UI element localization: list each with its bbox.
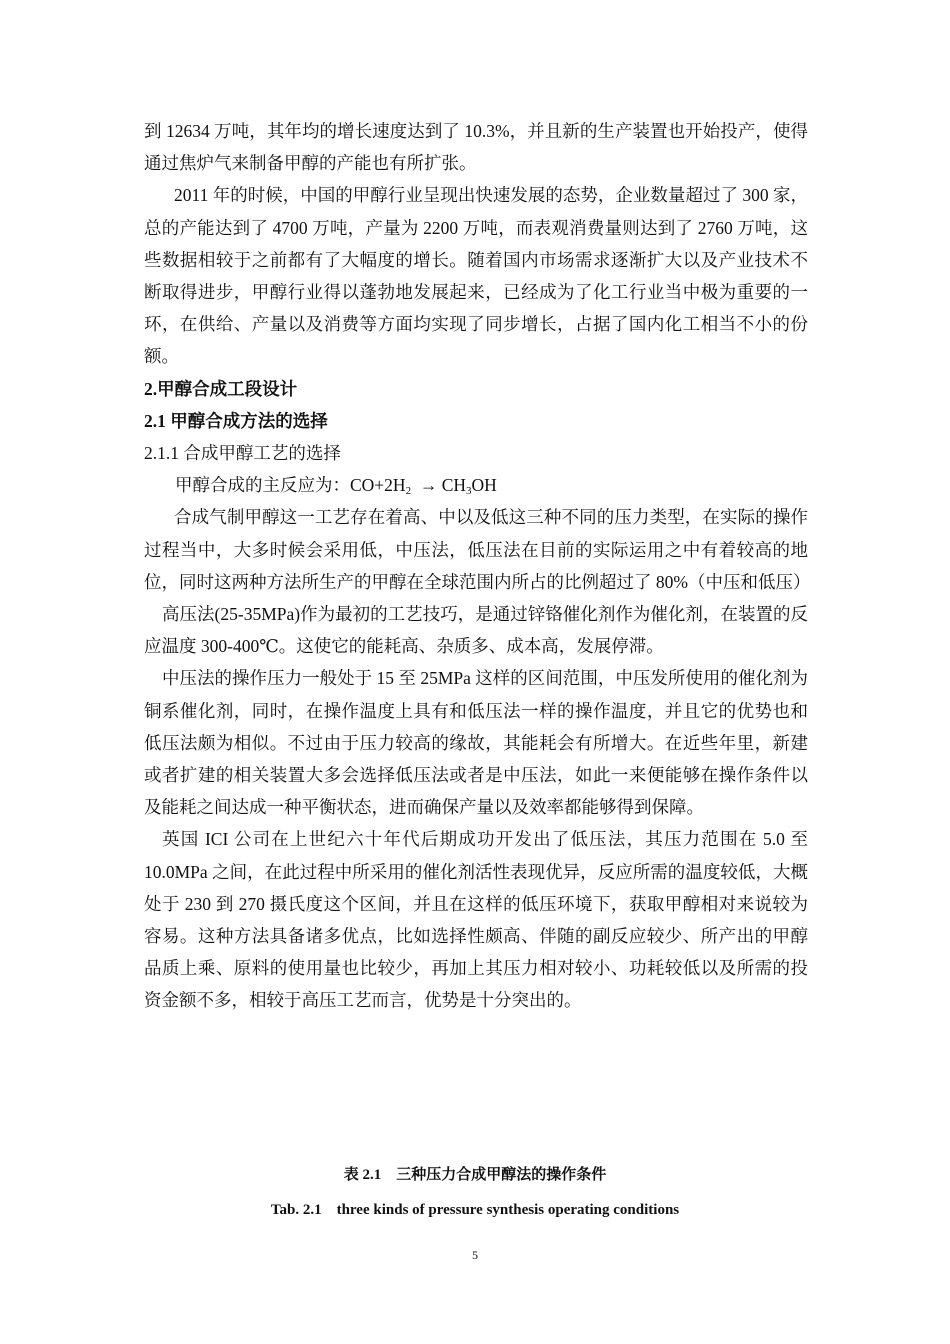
- table-caption-english: Tab. 2.1 three kinds of pressure synthesis operating conditions: [270, 1202, 680, 1218]
- paragraph-4: 高压法(25-35MPa)作为最初的工艺技巧，是通过锌铬催化剂作为催化剂，在装置的反应温度 300-400℃。这使它的能耗高、杂质多、成本高，发展停滞。: [144, 604, 808, 657]
- equation-product: → CH: [419, 475, 467, 496]
- paragraph-2: 2011 年的时候，中国的甲醇行业呈现出快速发展的态势，企业数量超过了 300 家，总的产能达到了 4700 万吨，产量为 2200 万吨，而表观消费量则达到了 2760 万吨，这些数据相较于之前都有了大幅度的增长。随着国内市场需求逐渐扩大以及产业技术不断取得进步，甲醇行业得以蓬勃地发展起来，已经成为了化工行业当中极为重要的一环，在供给、产量以及消费等方面均实现了同步增长，占据了国内化工相当不小的份额。: [144, 185, 808, 367]
- paragraph-6: 英国 ICI 公司在上世纪六十年代后期成功开发出了低压法，其压力范围在 5.0 至 10.0MPa 之间，在此过程中所采用的催化剂活性表现优异，反应所需的温度较低，大概处于 230 到 270 摄氏度这个区间，并且在这样的低压环境下，获取甲醇相对来说较为容易。这种方法具备诸多优点，比如选择性颇高、伴随的副反应较少、所产出的甲醇品质上乘、原料的使用量也比较少，再加上其压力相对较小、功耗较低以及所需的投资金额不多，相较于高压工艺而言，优势是十分突出的。: [144, 829, 808, 1011]
- body-text: [144, 115, 811, 1017]
- subsubsection-heading: 2.1.1 合成甲醇工艺的选择: [144, 443, 341, 464]
- paragraph-1: 到 12634 万吨，其年均的增长速度达到了 10.3%，并且新的生产装置也开始投产，使得通过焦炉气来制备甲醇的产能也有所扩张。: [144, 121, 808, 174]
- equation-prefix: 甲醇合成的主反应为：CO+2H: [175, 475, 406, 496]
- subsection-heading: 2.1 甲醇合成方法的选择: [144, 410, 328, 431]
- paragraph-5: 中压法的操作压力一般处于 15 至 25MPa 这样的区间范围，中压发所使用的催化剂为铜系催化剂，同时，在操作温度上具有和低压法一样的操作温度，并且它的优势也和低压法颇为相似。不过由于压力较高的缘故，其能耗会有所增大。在近些年里，新建或者扩建的相关装置大多会选择低压法或者是中压法，如此一来便能够在操作条件以及能耗之间达成一种平衡状态，进而确保产量以及效率都能够得到保障。: [144, 668, 808, 818]
- reaction-equation: [144, 469, 808, 501]
- table-caption-chinese: 表 2.1 三种压力合成甲醇法的操作条件: [343, 1167, 607, 1183]
- equation-subscript-ch3: 3: [466, 485, 472, 498]
- equation-suffix: OH: [471, 475, 497, 496]
- section-heading: 2.甲醇合成工段设计: [144, 378, 298, 399]
- page-number: 5: [472, 1248, 478, 1262]
- paragraph-3: 合成气制甲醇这一工艺存在着高、中以及低这三种不同的压力类型，在实际的操作过程当中，大多时候会采用低，中压法，低压法在目前的实际运用之中有着较高的地位，同时这两种方法所生产的甲醇在全球范围内所占的比例超过了 80%（中压和低压）: [144, 507, 811, 592]
- equation-subscript-h2: 2: [405, 485, 412, 498]
